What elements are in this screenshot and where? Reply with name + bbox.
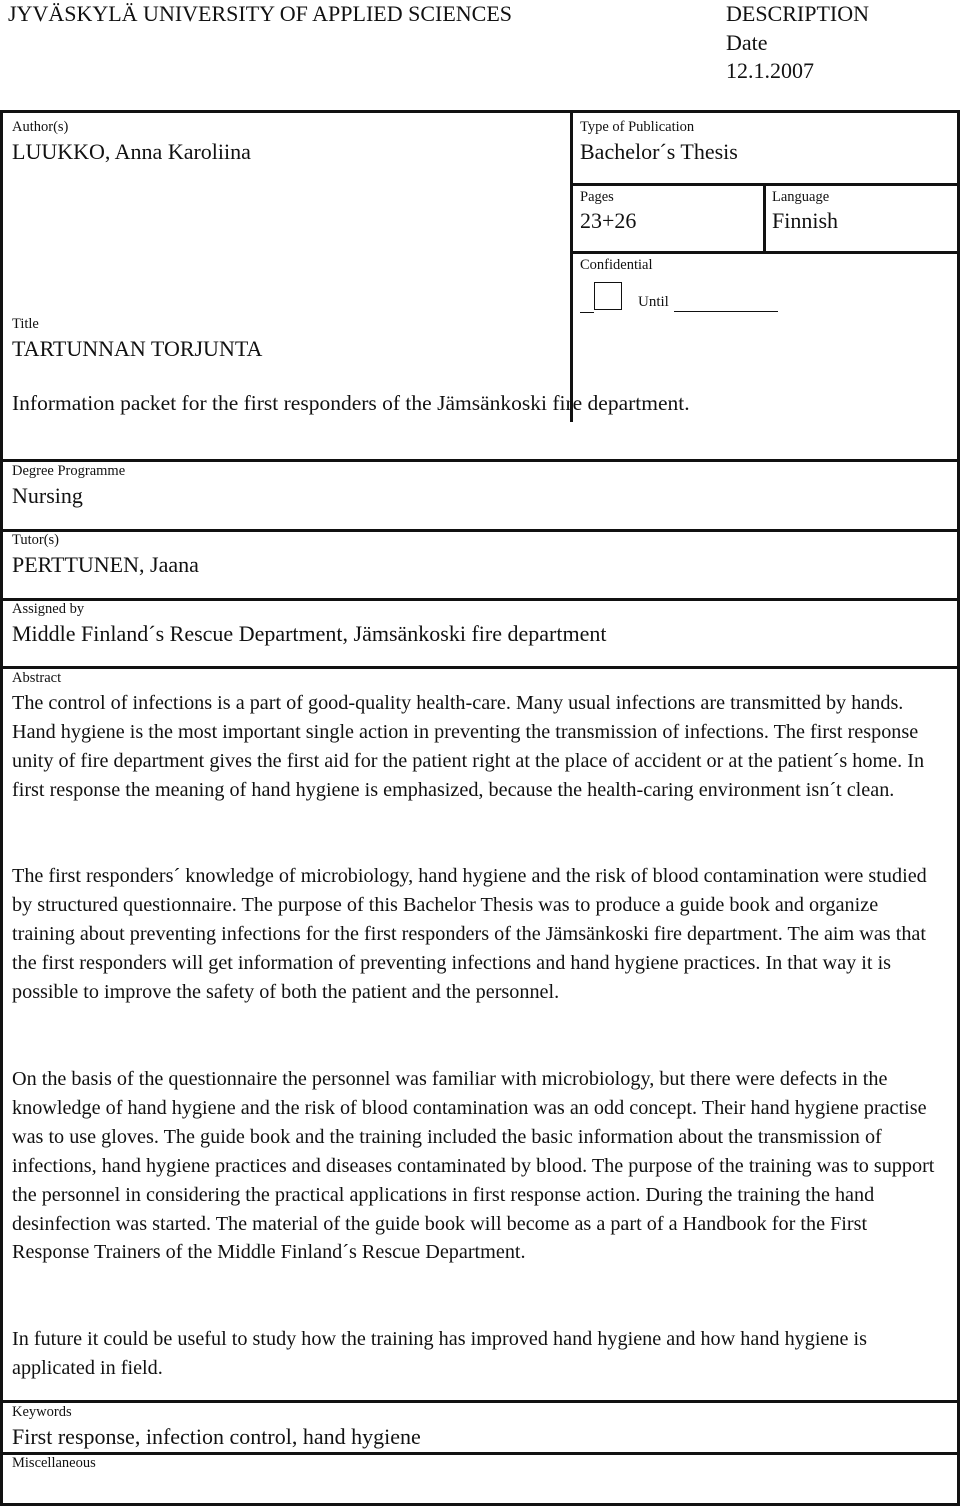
title-label: Title (12, 316, 39, 332)
pages-language-divider (763, 183, 766, 254)
until-date-line[interactable] (674, 311, 778, 312)
date-label: Date (726, 30, 768, 55)
abstract-paragraph: On the basis of the questionnaire the personnel was familiar with microbiology, but there were defects in the knowledge of hand hygiene and the risk of blood contamination was an odd concept. Their hand hygiene practise was to use gloves. The guide book and the training included the basic information about the transmission of infections, hand hygiene practices and diseases contaminated by blood. The purpose of the training was to support the personnel in considering the practical applications in first response action. During the training the hand desinfection was started. The material of the guide book will become as a part of a Handbook for the First Response Trainers of the Middle Finland´s Rescue Department. (12, 1068, 935, 1264)
keywords-divider (0, 1452, 960, 1455)
title-subtitle: Information packet for the first responders of the Jämsänkoski fire department. (12, 391, 690, 415)
tutor-divider (0, 598, 960, 601)
publication-type-label: Type of Publication (580, 119, 695, 135)
assigned-label: Assigned by (12, 601, 85, 617)
language-label: Language (772, 189, 830, 205)
title-value: TARTUNNAN TORJUNTA (12, 336, 263, 361)
abstract-paragraph: The first responders´ knowledge of microbiology, hand hygiene and the risk of blood contamination were studied by structured questionnaire. The purpose of this Bachelor Thesis was to produce a guide book and organize training about preventing infections for the first responders of the Jämsänkoski fire department. The aim was that the first responders will get information of preventing infections and hand hygiene practices. In that way it is possible to improve the safety of both the patient and the personnel. (12, 865, 927, 1003)
author-label: Author(s) (12, 119, 69, 135)
abstract-paragraph: The control of infections is a part of good-quality health-care. Many usual infections are transmitted by hands. Hand hygiene is the most important single action in preventing the transmission of infections. The first response unity of fire department gives the first aid for the patient right at the place of accident or at the patient´s home. In first response the meaning of hand hygiene is emphasized, because the health-caring environment isn´t clean. (12, 692, 925, 801)
institution-name: JYVÄSKYLÄ UNIVERSITY OF APPLIED SCIENCES (8, 1, 513, 26)
confidential-label: Confidential (580, 257, 653, 273)
keywords-label: Keywords (12, 1404, 72, 1420)
degree-label: Degree Programme (12, 463, 126, 479)
abstract-paragraph: In future it could be useful to study how the training has improved hand hygiene and how hand hygiene is applicated in field. (12, 1328, 867, 1379)
keywords-value: First response, infection control, hand hygiene (12, 1424, 421, 1449)
checkbox-underline (580, 312, 594, 313)
until-label: Until (638, 294, 669, 310)
tutor-value: PERTTUNEN, Jaana (12, 552, 199, 577)
author-value: LUUKKO, Anna Karoliina (12, 139, 251, 164)
assigned-divider (0, 666, 960, 669)
abstract-label: Abstract (12, 670, 62, 686)
language-value: Finnish (772, 208, 839, 233)
top-divider (570, 110, 573, 422)
date-value: 12.1.2007 (726, 58, 814, 83)
pages-value: 23+26 (580, 208, 637, 233)
assigned-value: Middle Finland´s Rescue Department, Jämsänkoski fire department (12, 621, 607, 646)
tutor-label: Tutor(s) (12, 532, 60, 548)
confidential-checkbox[interactable] (594, 282, 622, 310)
degree-value: Nursing (12, 483, 83, 508)
degree-divider (0, 529, 960, 532)
document-type: DESCRIPTION (726, 1, 870, 26)
abstract-divider (0, 1400, 960, 1403)
pages-label: Pages (580, 189, 614, 205)
misc-label: Miscellaneous (12, 1455, 96, 1471)
publication-type-value: Bachelor´s Thesis (580, 139, 738, 164)
